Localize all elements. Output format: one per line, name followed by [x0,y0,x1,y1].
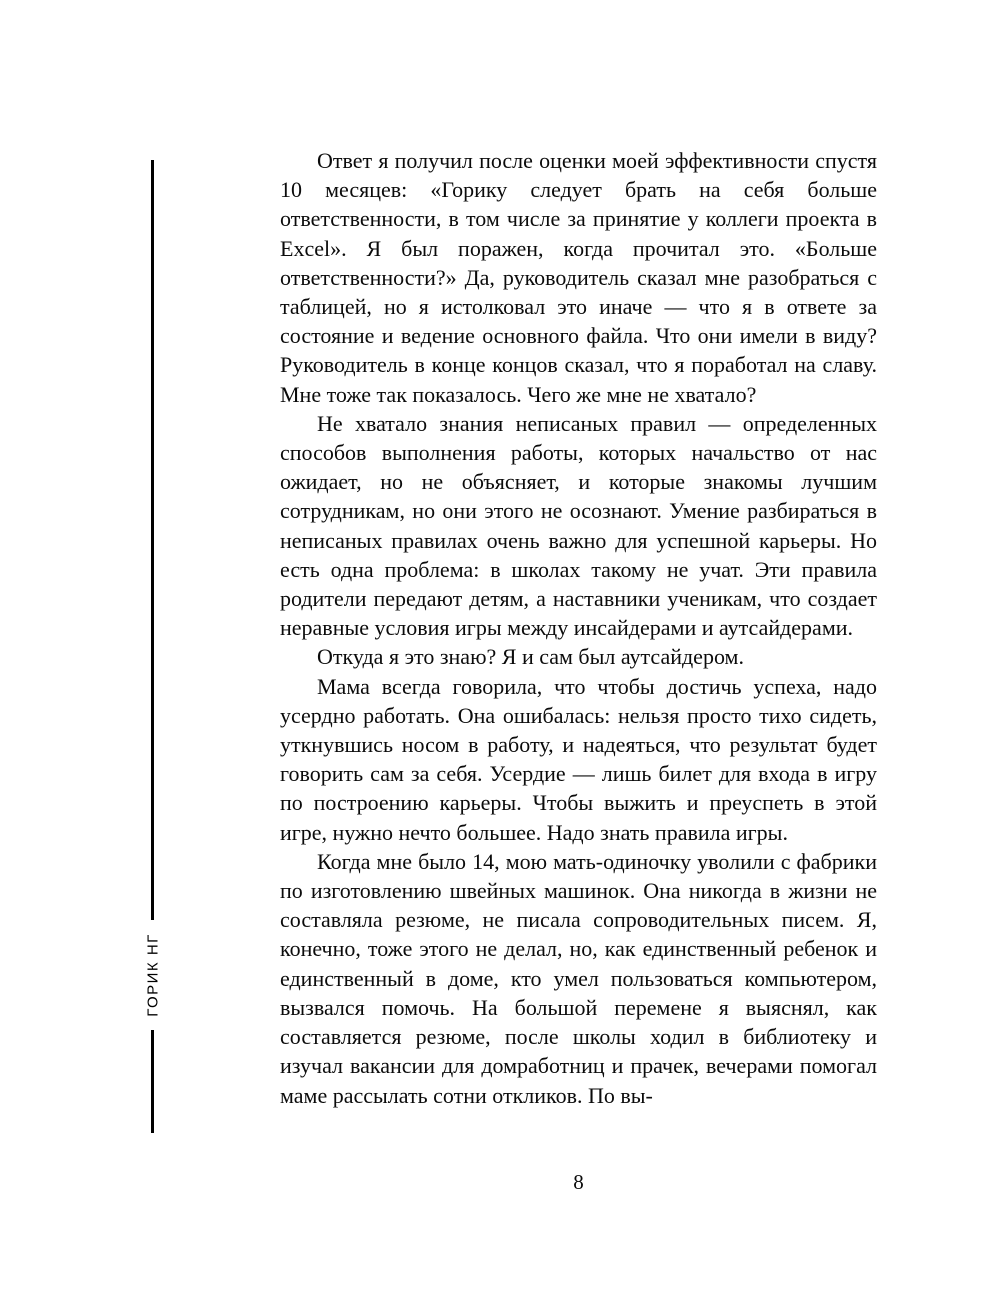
paragraph: Откуда я это знаю? Я и сам был аутсайдером. [317,644,744,670]
sidebar-rule-bottom [151,1030,154,1133]
paragraph: Ответ я получил после оценки моей эффективности спустя 10 месяцев: «Горику следует брать на себя больше ответственности, в том числе за принятие у коллеги проекта в Excel». Я был поражен, когда прочитал это. «Больше ответственности?» Да, руководитель сказал мне разобраться с таблицей, но я истолковал это иначе — что я в ответе за состояние и ведение основного файла. Что они имели в виду? Руководитель в конце концов сказал, что я поработал на славу. Мне тоже так показалось. Чего же мне не хватало? [280,148,877,407]
paragraph: Мама всегда говорила, что чтобы достичь успеха, надо усердно работать. Она ошибалась: нельзя просто тихо сидеть, уткнувшись носом в работу, и надеяться, что результат будет говорить сам за себя. Усердие — лишь билет для входа в игру по построению карьеры. Чтобы выжить и преуспеть в этой игре, нужно нечто большее. Надо знать правила игры. [280,673,877,845]
page-number: 8 [573,1170,584,1194]
paragraph: Когда мне было 14, мою мать-одиночку уволили с фабрики по изготовлению швейных машинок. Она никогда в жизни не составляла резюме, не писала сопроводительных писем. Я, конечно, тоже этого не делал, но, как единственный ребенок и единственный в доме, кто умел пользоваться компьютером, вызвался помочь. На большой перемене я выяснял, как составляется резюме, после школы ходил в библиотеку и изучал вакансии для домработниц и прачек, вечерами помогал маме рассылать сотни откликов. По вы- [280,848,877,1108]
paragraph: Не хватало знания неписаных правил — определенных способов выполнения работы, которых начальство от нас ожидает, но не объясняет, и которые знакомы лучшим сотрудникам, но они этого не осознают. Умение разбираться в неписаных правилах очень важно для успешной карьеры. Но есть одна проблема: в школах такому не учат. Эти правила родители передают детям, а наставники ученикам, что создает неравные условия игры между инсайдерами и аутсайдерами. [280,410,877,641]
body-text [280,146,877,1110]
sidebar-author-vertical-label: ГОРИК НГ [144,933,162,1017]
sidebar-rule-top [151,160,154,920]
